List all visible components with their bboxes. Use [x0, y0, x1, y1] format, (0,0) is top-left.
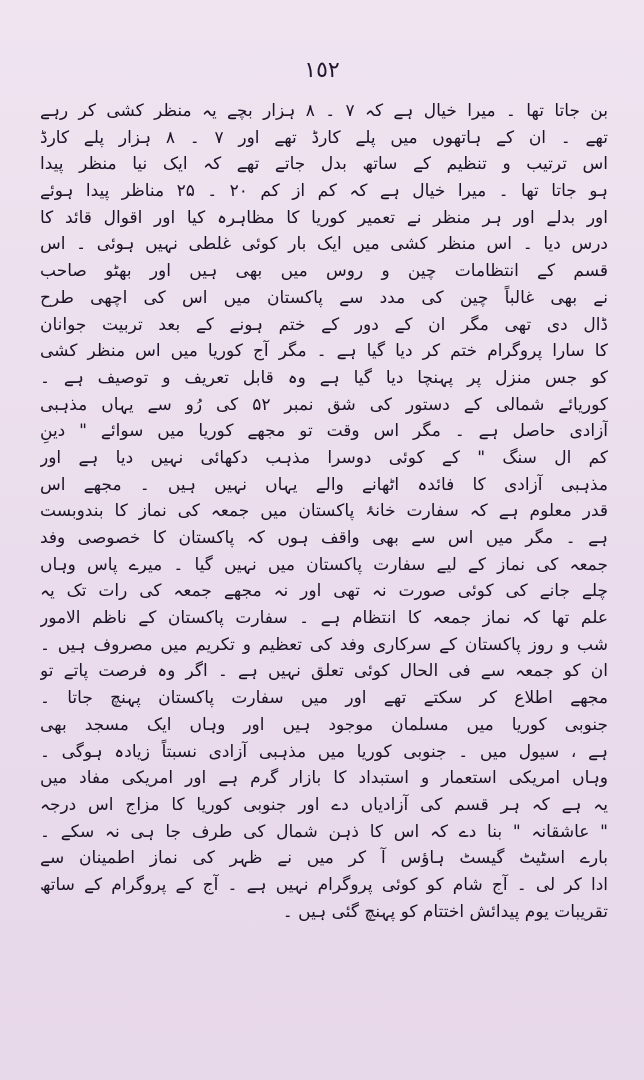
text-line: اس ترتیب و تنظیم کے ساتھ بدل جاتے تھے کہ ایک نیا منظر پیدا: [40, 154, 608, 175]
text-line: کا سارا پروگرام ختم کر دیا گیا ہے ۔ مگر آج کوریا میں اس منظر کشی: [40, 341, 608, 362]
text-line: اور بدلے اور ہر منظر نے تعمیر کوریا کا مظاہرہ کیا اور اقوال قائد کا: [40, 207, 608, 228]
text-line: قدر معلوم ہے کہ سفارت خانۂ پاکستان میں جمعہ کی نماز کا بندوبست: [40, 501, 608, 522]
text-line: ادا کر لی ۔ آج شام کو کوئی پروگرام نہیں ہے ۔ آج کے پروگرام کے ساتھ: [40, 874, 608, 895]
text-line: کم ال سنگ " کے کوئی دوسرا مذہب دکھائی نہیں دیا ہے اور: [40, 447, 608, 468]
page-number: ١٥٢: [304, 58, 340, 83]
text-line: وہاں امریکی استعمار و استبداد کا بازار گرم ہے اور امریکی مفاد میں: [40, 768, 608, 789]
text-line: آزادی حاصل ہے ۔ مگر اس وقت تو مجھے کوریا میں سوائے " دینِ: [40, 421, 608, 442]
text-line: تقریبات یوم پیدائش اختتام کو پہنچ گئی ہیں ۔: [282, 901, 608, 922]
text-line: ڈال دی تھی مگر ان کے دور کے ختم ہونے کے بعد تربیت جوانان: [40, 314, 608, 335]
text-line: ہو جاتا تھا ۔ میرا خیال ہے کہ کم از کم ۲۰ ۔ ۲۵ مناظر پیدا ہوئے: [40, 181, 608, 202]
text-line: جمعہ کی نماز کے لیے سفارت پاکستان میں نہیں گیا ۔ میرے پاس وہاں: [40, 554, 608, 575]
text-line: درس دیا ۔ اس منظر کشی میں ایک بار کوئی غلطی نہیں ہوئی ۔ اس: [40, 234, 608, 255]
text-line: " عاشقانہ " بنا دے کہ اس کا ذہن شمال کی طرف جا ہی نہ سکے ۔: [40, 821, 608, 842]
text-line: علم تھا کہ نماز جمعہ کا انتظام ہے ۔ سفارت پاکستان کے ناظم الامور: [40, 608, 608, 629]
text-line: ہے ، سیول میں ۔ جنوبی کوریا میں مذہبی آزادی نسبتاً زیادہ ہوگی ۔: [40, 741, 608, 762]
text-line: بن جاتا تھا ۔ میرا خیال ہے کہ ۷ ۔ ۸ ہزار بچے یہ منظر کشی کر رہے: [40, 101, 608, 121]
text-line: مذہبی آزادی کا فائدہ اٹھانے والے یہاں نہیں ہیں ۔ مجھے اس: [40, 474, 608, 495]
text-line: کوریائے شمالی کے دستور کی شق نمبر ۵۲ کی رُو سے یہاں مذہبی: [40, 394, 608, 415]
text-line: قسم کے انتظامات چین و روس میں بھی ہیں اور بھٹو صاحب: [40, 261, 608, 282]
text-line: ان کو جمعہ سے فی الحال کوئی تعلق نہیں ہے ۔ اگر وہ فرصت پاتے تو: [40, 661, 608, 682]
text-line: یہ ہے کہ ہر قسم کی آزادیاں دے اور جنوبی کوریا کا مزاج اس درجہ: [40, 794, 608, 815]
text-line: چلے جانے کی کوئی صورت نہ تھی اور نہ مجھے جمعہ کی رات تک یہ: [40, 581, 608, 602]
text-line: شب و روز پاکستان کے سرکاری وفد کی تعظیم و تکریم میں مصروف ہیں ۔: [40, 634, 608, 655]
text-line: نے بھی غالباً چین کی مدد سے پاکستان میں اس کی اچھی طرح: [40, 287, 608, 308]
text-line: کو جس منزل پر پہنچا دیا گیا ہے وہ قابل تعریف و توصیف ہے ۔: [40, 367, 608, 388]
text-line: تھے ۔ ان کے ہاتھوں میں پلے کارڈ تھے اور ۷ ۔ ۸ ہزار پلے کارڈ: [40, 127, 608, 148]
body-text: [40, 98, 608, 925]
text-line: ہے ۔ مگر میں اس سے بھی واقف ہوں کہ پاکستان کا خصوصی وفد: [40, 528, 608, 548]
text-line: مجھے اطلاع کر سکتے تھے اور میں سفارت پاکستان پہنچ جاتا ۔: [40, 688, 608, 709]
text-line: جنوبی کوریا میں مسلمان موجود ہیں اور وہاں ایک مسجد بھی: [40, 714, 608, 735]
text-line: بارے اسٹیٹ گیسٹ ہاؤس آ کر میں نے ظہر کی نماز اطمینان سے: [40, 848, 608, 869]
